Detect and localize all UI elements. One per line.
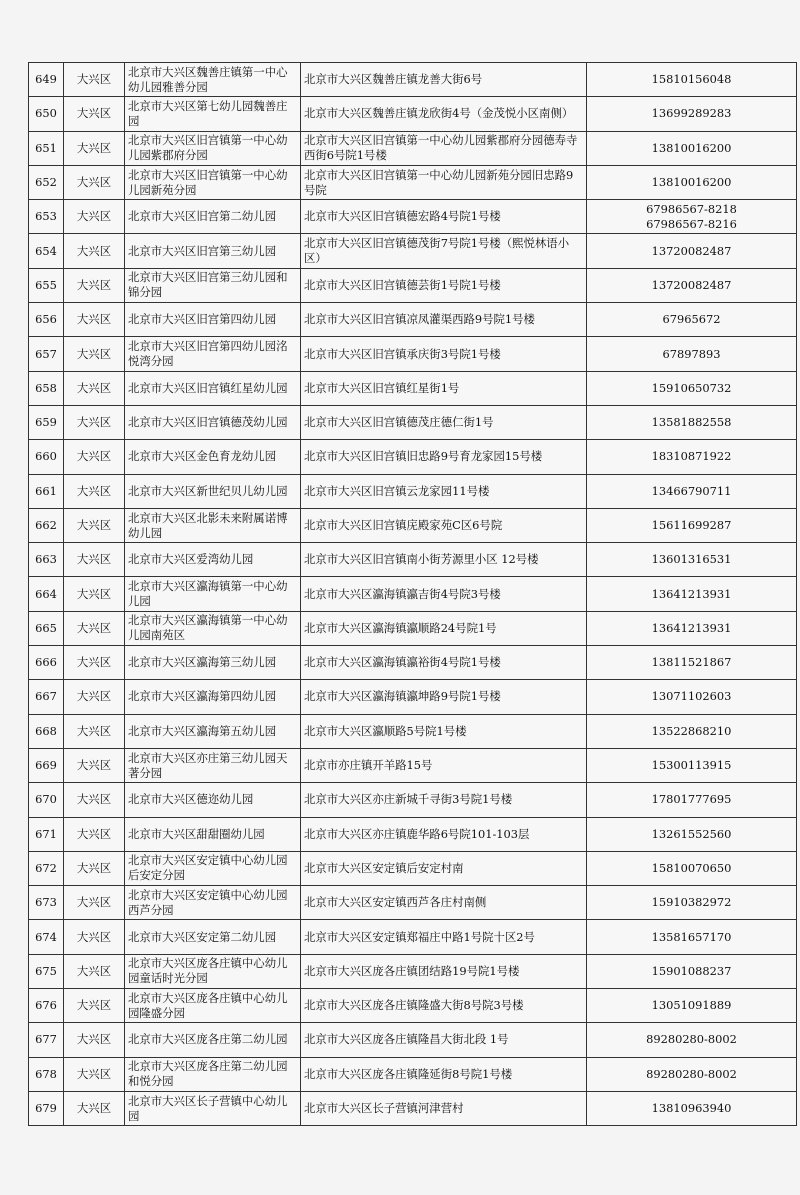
address-cell: 北京市大兴区亦庄镇鹿华路6号院101-103层 [301,817,587,851]
kindergarten-name-cell: 北京市大兴区安定镇中心幼儿园西芦分园 [125,886,301,920]
kindergarten-name-cell: 北京市大兴区旧宫第三幼儿园和锦分园 [125,268,301,302]
district-cell: 大兴区 [64,474,125,508]
table-row [29,851,797,885]
phone-cell: 15810070650 [587,851,797,885]
kindergarten-name-cell: 北京市大兴区旧宫镇第一中心幼儿园新苑分园 [125,165,301,199]
district-cell: 大兴区 [64,268,125,302]
table-row [29,543,797,577]
kindergarten-name-cell: 北京市大兴区新世纪贝儿幼儿园 [125,474,301,508]
row-number: 655 [29,268,64,302]
kindergarten-name-cell: 北京市大兴区瀛海第四幼儿园 [125,680,301,714]
phone-cell: 89280280-8002 [587,1023,797,1057]
phone-cell: 13810016200 [587,131,797,165]
table-row [29,989,797,1023]
row-number: 669 [29,748,64,782]
kindergarten-name-cell: 北京市大兴区亦庄第三幼儿园天著分园 [125,748,301,782]
phone-cell: 18310871922 [587,440,797,474]
phone-cell: 13466790711 [587,474,797,508]
row-number: 664 [29,577,64,611]
address-cell: 北京市大兴区安定镇郑福庄中路1号院十区2号 [301,920,587,954]
district-cell: 大兴区 [64,611,125,645]
address-cell: 北京市大兴区旧宫镇承庆街3号院1号楼 [301,337,587,371]
kindergarten-name-cell: 北京市大兴区庞各庄镇中心幼儿园隆盛分园 [125,989,301,1023]
row-number: 663 [29,543,64,577]
district-cell: 大兴区 [64,783,125,817]
phone-cell: 17801777695 [587,783,797,817]
kindergarten-name-cell: 北京市大兴区庞各庄第二幼儿园和悦分园 [125,1057,301,1091]
table-row [29,405,797,439]
phone-cell: 13699289283 [587,97,797,131]
table-row [29,303,797,337]
address-cell: 北京市大兴区旧宫镇凉凤灌渠西路9号院1号楼 [301,303,587,337]
address-cell: 北京市大兴区长子营镇河津营村 [301,1091,587,1125]
address-cell: 北京市大兴区旧宫镇第一中心幼儿园紫郡府分园德寿寺西街6号院1号楼 [301,131,587,165]
district-cell: 大兴区 [64,440,125,474]
district-cell: 大兴区 [64,954,125,988]
row-number: 651 [29,131,64,165]
row-number: 654 [29,234,64,268]
table-row [29,680,797,714]
address-cell: 北京市大兴区庞各庄镇团结路19号院1号楼 [301,954,587,988]
address-cell: 北京市大兴区瀛海镇瀛吉街4号院3号楼 [301,577,587,611]
address-cell: 北京市大兴区旧宫镇庑殿家苑C区6号院 [301,508,587,542]
row-number: 667 [29,680,64,714]
address-cell: 北京市大兴区旧宫镇德宏路4号院1号楼 [301,200,587,234]
row-number: 672 [29,851,64,885]
kindergarten-name-cell: 北京市大兴区瀛海镇第一中心幼儿园 [125,577,301,611]
table-row [29,371,797,405]
district-cell: 大兴区 [64,303,125,337]
row-number: 659 [29,405,64,439]
district-cell: 大兴区 [64,886,125,920]
table-row [29,577,797,611]
phone-cell: 13641213931 [587,611,797,645]
address-cell: 北京市大兴区安定镇西芦各庄村南侧 [301,886,587,920]
row-number: 677 [29,1023,64,1057]
phone-cell: 67965672 [587,303,797,337]
district-cell: 大兴区 [64,97,125,131]
kindergarten-name-cell: 北京市大兴区长子营镇中心幼儿园 [125,1091,301,1125]
row-number: 661 [29,474,64,508]
address-cell: 北京市大兴区庞各庄镇隆盛大街8号院3号楼 [301,989,587,1023]
phone-cell: 13720082487 [587,268,797,302]
kindergarten-name-cell: 北京市大兴区旧宫镇第一中心幼儿园紫郡府分园 [125,131,301,165]
table-row [29,611,797,645]
phone-cell: 13811521867 [587,646,797,680]
row-number: 653 [29,200,64,234]
row-number: 658 [29,371,64,405]
phone-cell: 15300113915 [587,748,797,782]
phone-cell: 13522868210 [587,714,797,748]
table-row [29,440,797,474]
district-cell: 大兴区 [64,1023,125,1057]
district-cell: 大兴区 [64,577,125,611]
phone-cell: 13581657170 [587,920,797,954]
district-cell: 大兴区 [64,371,125,405]
row-number: 650 [29,97,64,131]
district-cell: 大兴区 [64,1091,125,1125]
address-cell: 北京市大兴区旧宫镇红星街1号 [301,371,587,405]
phone-cell: 15611699287 [587,508,797,542]
kindergarten-name-cell: 北京市大兴区安定镇中心幼儿园后安定分园 [125,851,301,885]
address-cell: 北京市大兴区魏善庄镇龙善大街6号 [301,63,587,97]
row-number: 657 [29,337,64,371]
kindergarten-name-cell: 北京市大兴区旧宫第四幼儿园洺悦湾分园 [125,337,301,371]
kindergarten-name-cell: 北京市大兴区庞各庄第二幼儿园 [125,1023,301,1057]
address-cell: 北京市大兴区瀛顺路5号院1号楼 [301,714,587,748]
table-row [29,234,797,268]
kindergarten-name-cell: 北京市大兴区甜甜圈幼儿园 [125,817,301,851]
phone-cell: 13641213931 [587,577,797,611]
phone-cell: 13810963940 [587,1091,797,1125]
row-number: 665 [29,611,64,645]
district-cell: 大兴区 [64,989,125,1023]
phone-cell: 15910650732 [587,371,797,405]
address-cell: 北京市大兴区瀛海镇瀛坤路9号院1号楼 [301,680,587,714]
kindergarten-name-cell: 北京市大兴区魏善庄镇第一中心幼儿园雅善分园 [125,63,301,97]
table-row [29,954,797,988]
phone-cell: 13261552560 [587,817,797,851]
district-cell: 大兴区 [64,817,125,851]
kindergarten-name-cell: 北京市大兴区瀛海第五幼儿园 [125,714,301,748]
district-cell: 大兴区 [64,234,125,268]
row-number: 678 [29,1057,64,1091]
phone-cell: 13810016200 [587,165,797,199]
phone-cell: 13601316531 [587,543,797,577]
table-row [29,1023,797,1057]
table-row [29,97,797,131]
phone-cell: 15901088237 [587,954,797,988]
phone-cell: 15910382972 [587,886,797,920]
district-cell: 大兴区 [64,63,125,97]
kindergarten-name-cell: 北京市大兴区旧宫镇红星幼儿园 [125,371,301,405]
row-number: 656 [29,303,64,337]
table-row [29,200,797,234]
district-cell: 大兴区 [64,405,125,439]
district-cell: 大兴区 [64,337,125,371]
kindergarten-name-cell: 北京市大兴区旧宫第四幼儿园 [125,303,301,337]
kindergarten-name-cell: 北京市大兴区德迩幼儿园 [125,783,301,817]
kindergarten-name-cell: 北京市大兴区安定第二幼儿园 [125,920,301,954]
district-cell: 大兴区 [64,131,125,165]
table-row [29,920,797,954]
address-cell: 北京市大兴区亦庄新城千寻街3号院1号楼 [301,783,587,817]
row-number: 652 [29,165,64,199]
kindergarten-table [28,62,797,1126]
row-number: 662 [29,508,64,542]
table-body [29,63,797,1126]
row-number: 679 [29,1091,64,1125]
table-row [29,1057,797,1091]
address-cell: 北京市大兴区旧宫镇德芸街1号院1号楼 [301,268,587,302]
address-cell: 北京市亦庄镇开羊路15号 [301,748,587,782]
row-number: 660 [29,440,64,474]
address-cell: 北京市大兴区庞各庄镇隆延街8号院1号楼 [301,1057,587,1091]
phone-cell: 67986567-8218 67986567-8216 [587,200,797,234]
phone-cell: 13720082487 [587,234,797,268]
table-row [29,783,797,817]
table-row [29,817,797,851]
kindergarten-name-cell: 北京市大兴区金色育龙幼儿园 [125,440,301,474]
address-cell: 北京市大兴区旧宫镇旧忠路9号育龙家园15号楼 [301,440,587,474]
table-row [29,165,797,199]
row-number: 671 [29,817,64,851]
kindergarten-name-cell: 北京市大兴区庞各庄镇中心幼儿园童话时光分园 [125,954,301,988]
phone-cell: 15810156048 [587,63,797,97]
kindergarten-name-cell: 北京市大兴区第七幼儿园魏善庄园 [125,97,301,131]
table-row [29,337,797,371]
address-cell: 北京市大兴区旧宫镇德茂街7号院1号楼（熙悦林语小区） [301,234,587,268]
table-row [29,268,797,302]
district-cell: 大兴区 [64,165,125,199]
district-cell: 大兴区 [64,920,125,954]
address-cell: 北京市大兴区安定镇后安定村南 [301,851,587,885]
address-cell: 北京市大兴区旧宫镇第一中心幼儿园新苑分园旧忠路9号院 [301,165,587,199]
phone-cell: 67897893 [587,337,797,371]
row-number: 676 [29,989,64,1023]
district-cell: 大兴区 [64,543,125,577]
district-cell: 大兴区 [64,200,125,234]
row-number: 666 [29,646,64,680]
table-row [29,474,797,508]
row-number: 674 [29,920,64,954]
kindergarten-name-cell: 北京市大兴区瀛海第三幼儿园 [125,646,301,680]
row-number: 670 [29,783,64,817]
address-cell: 北京市大兴区魏善庄镇龙欣街4号（金茂悦小区南侧） [301,97,587,131]
phone-cell: 89280280-8002 [587,1057,797,1091]
address-cell: 北京市大兴区瀛海镇瀛裕街4号院1号楼 [301,646,587,680]
address-cell: 北京市大兴区旧宫镇南小街芳源里小区 12号楼 [301,543,587,577]
kindergarten-name-cell: 北京市大兴区北影未来附属诺博幼儿园 [125,508,301,542]
address-cell: 北京市大兴区旧宫镇云龙家园11号楼 [301,474,587,508]
row-number: 649 [29,63,64,97]
table-row [29,748,797,782]
table-row [29,714,797,748]
phone-cell: 13071102603 [587,680,797,714]
kindergarten-name-cell: 北京市大兴区爱湾幼儿园 [125,543,301,577]
table-row [29,131,797,165]
address-cell: 北京市大兴区庞各庄镇隆昌大街北段 1号 [301,1023,587,1057]
district-cell: 大兴区 [64,508,125,542]
table-row [29,1091,797,1125]
district-cell: 大兴区 [64,714,125,748]
district-cell: 大兴区 [64,851,125,885]
district-cell: 大兴区 [64,748,125,782]
address-cell: 北京市大兴区瀛海镇瀛顺路24号院1号 [301,611,587,645]
table-row [29,646,797,680]
kindergarten-name-cell: 北京市大兴区旧宫第二幼儿园 [125,200,301,234]
table-row [29,508,797,542]
table-row [29,886,797,920]
kindergarten-name-cell: 北京市大兴区旧宫镇德茂幼儿园 [125,405,301,439]
phone-cell: 13581882558 [587,405,797,439]
phone-cell: 13051091889 [587,989,797,1023]
row-number: 673 [29,886,64,920]
kindergarten-name-cell: 北京市大兴区旧宫第三幼儿园 [125,234,301,268]
district-cell: 大兴区 [64,646,125,680]
kindergarten-name-cell: 北京市大兴区瀛海镇第一中心幼儿园南苑区 [125,611,301,645]
row-number: 675 [29,954,64,988]
district-cell: 大兴区 [64,680,125,714]
table-row [29,63,797,97]
district-cell: 大兴区 [64,1057,125,1091]
row-number: 668 [29,714,64,748]
address-cell: 北京市大兴区旧宫镇德茂庄德仁街1号 [301,405,587,439]
